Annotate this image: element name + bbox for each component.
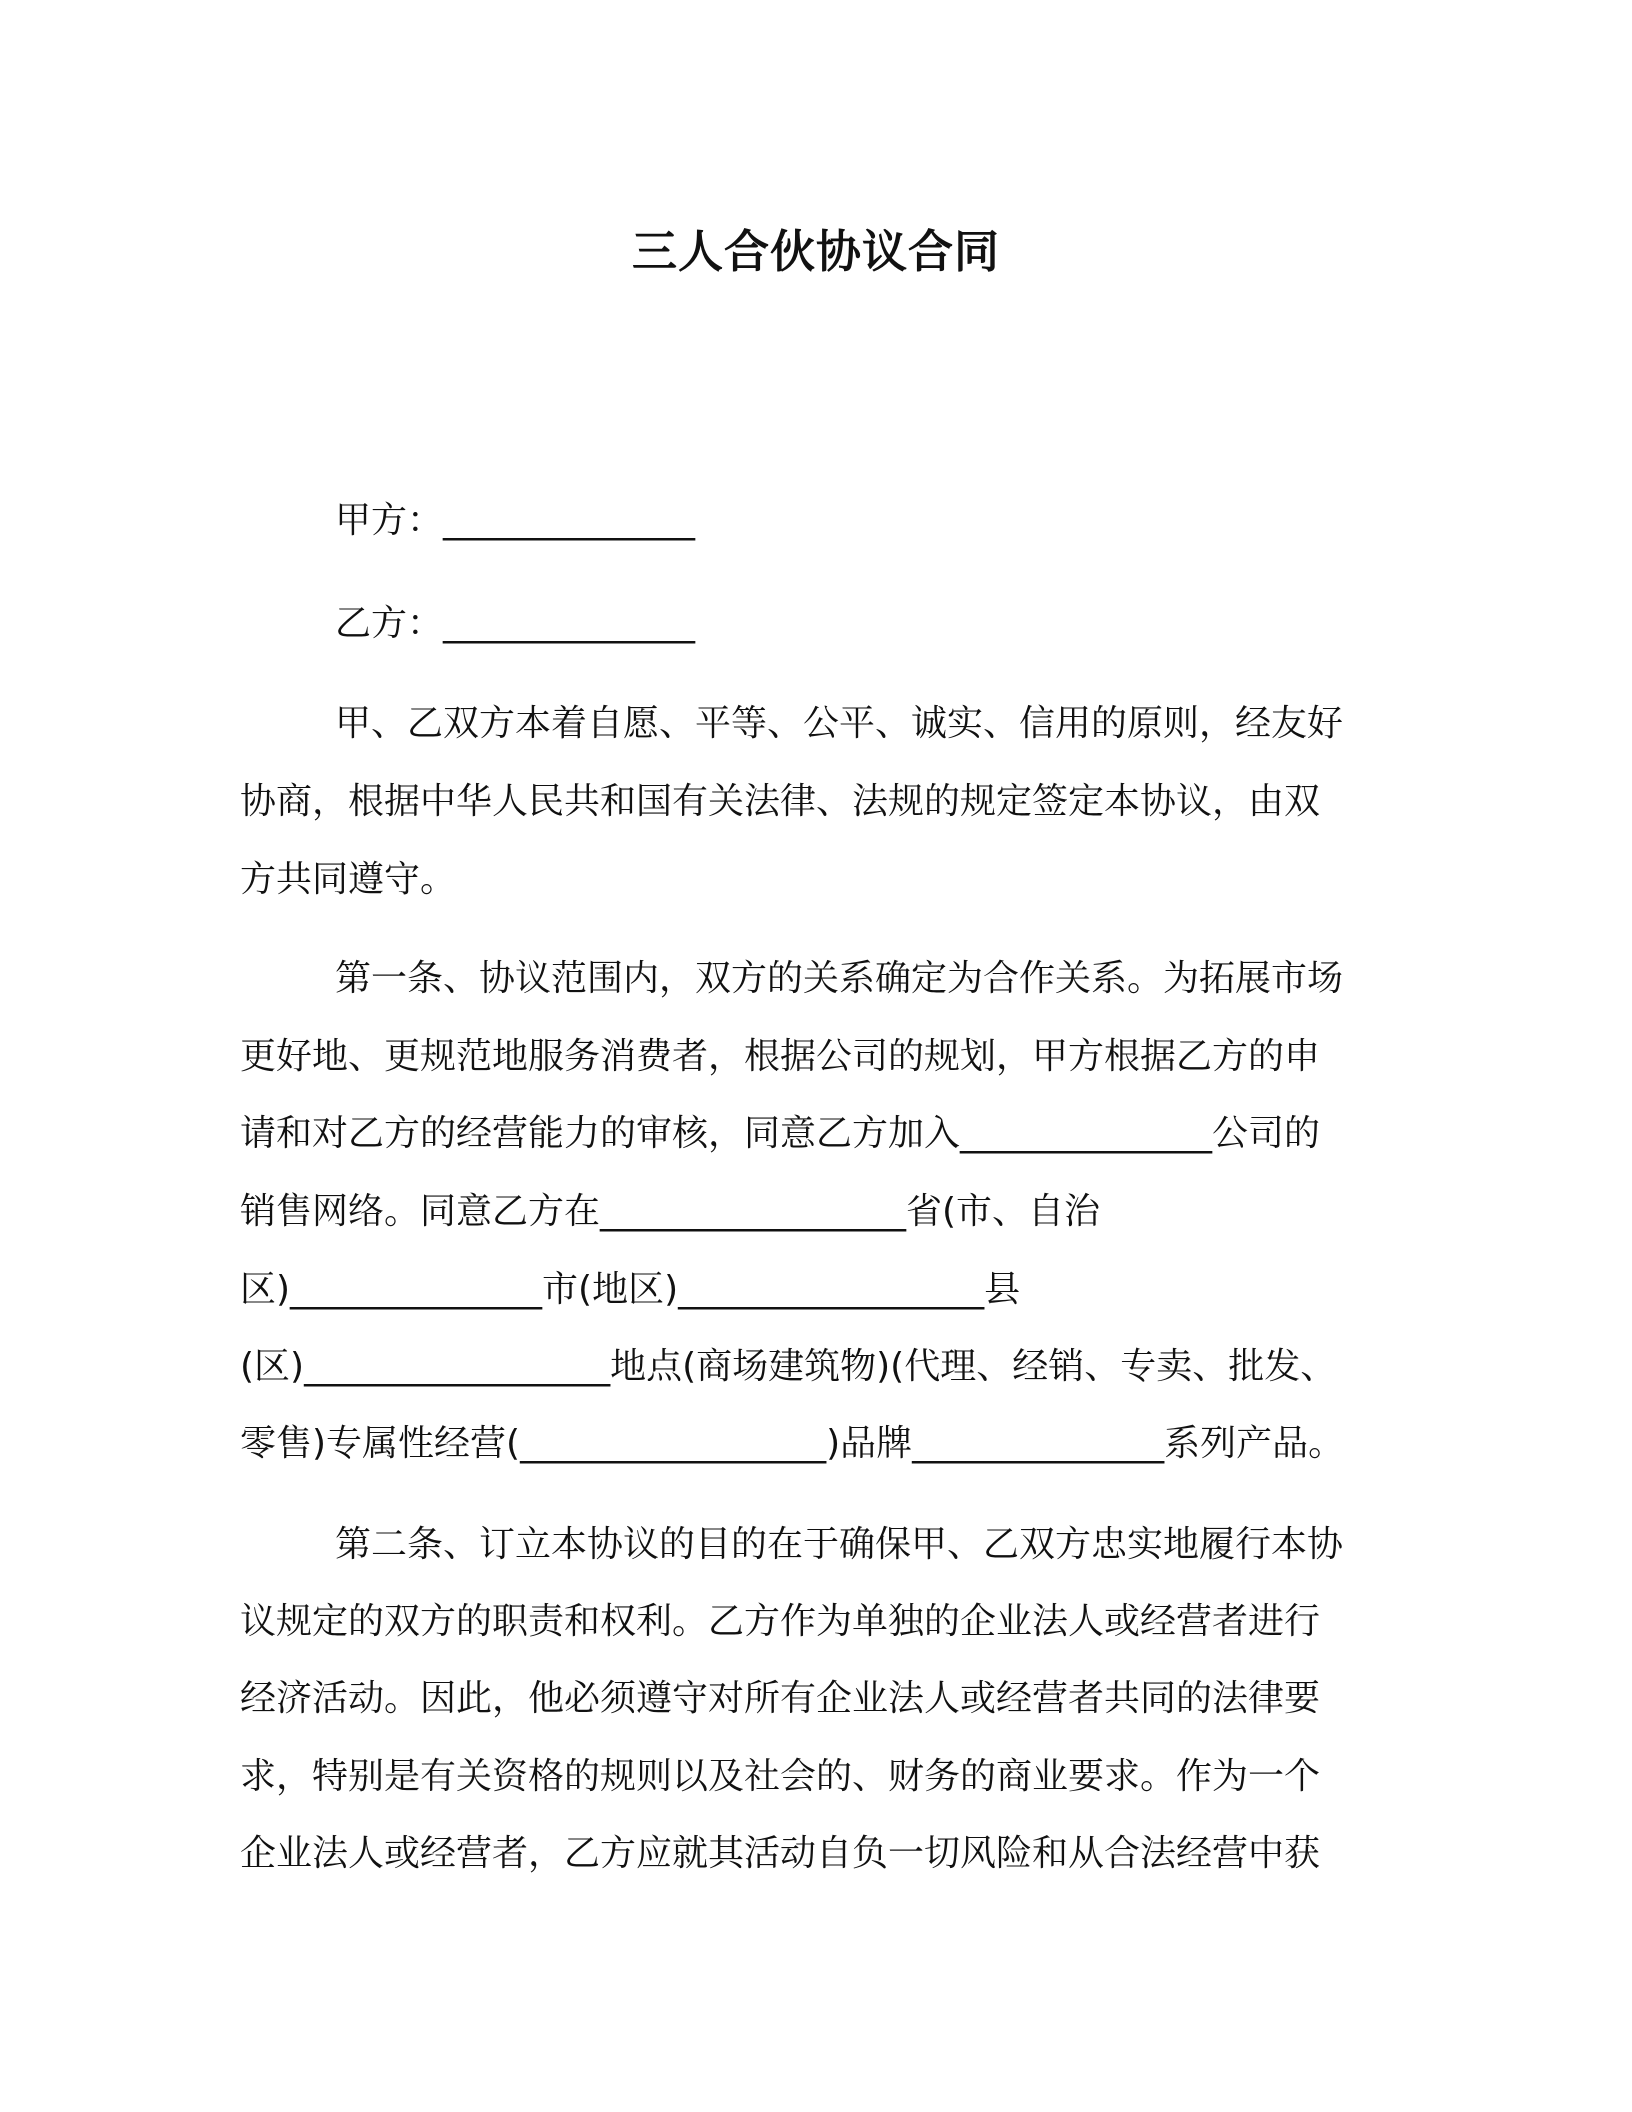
article-2-line-3: 经济活动。因此，他必须遵守对所有企业法人或经营者共同的法律要	[240, 1678, 1321, 1719]
article-1-line-5: 区)______________市(地区)_________________县	[240, 1269, 1021, 1310]
article-2-line-4: 求，特别是有关资格的规则以及社会的、财务的商业要求。作为一个	[240, 1756, 1321, 1797]
preamble-line-2: 协商，根据中华人民共和国有关法律、法规的规定签定本协议，由双	[240, 781, 1321, 822]
article-1-line-2: 更好地、更规范地服务消费者，根据公司的规划，甲方根据乙方的申	[240, 1036, 1321, 1077]
preamble-line-3: 方共同遵守。	[240, 859, 457, 900]
article-1-line-3: 请和对乙方的经营能力的审核，同意乙方加入______________公司的	[240, 1113, 1321, 1154]
document-title: 三人合伙协议合同	[631, 225, 1000, 278]
article-2-line-5: 企业法人或经营者，乙方应就其活动自负一切风险和从合法经营中获	[240, 1833, 1321, 1874]
article-1-line-7: 零售)专属性经营(_________________)品牌______________系列产品。	[240, 1423, 1345, 1464]
article-2-line-2: 议规定的双方的职责和权利。乙方作为单独的企业法人或经营者进行	[240, 1601, 1321, 1642]
preamble-line-1: 甲、乙双方本着自愿、平等、公平、诚实、信用的原则，经友好	[335, 703, 1344, 744]
article-1-line-4: 销售网络。同意乙方在_________________省(市、自治	[240, 1191, 1101, 1232]
article-2-line-1: 第二条、订立本协议的目的在于确保甲、乙双方忠实地履行本协	[335, 1524, 1344, 1565]
article-1-line-1: 第一条、协议范围内，双方的关系确定为合作关系。为拓展市场	[335, 958, 1344, 999]
party-a-line: 甲方：______________	[335, 500, 696, 541]
article-1-line-6: (区)_________________地点(商场建筑物)(代理、经销、专卖、批发、	[240, 1346, 1337, 1387]
party-b-line: 乙方：______________	[335, 603, 696, 644]
